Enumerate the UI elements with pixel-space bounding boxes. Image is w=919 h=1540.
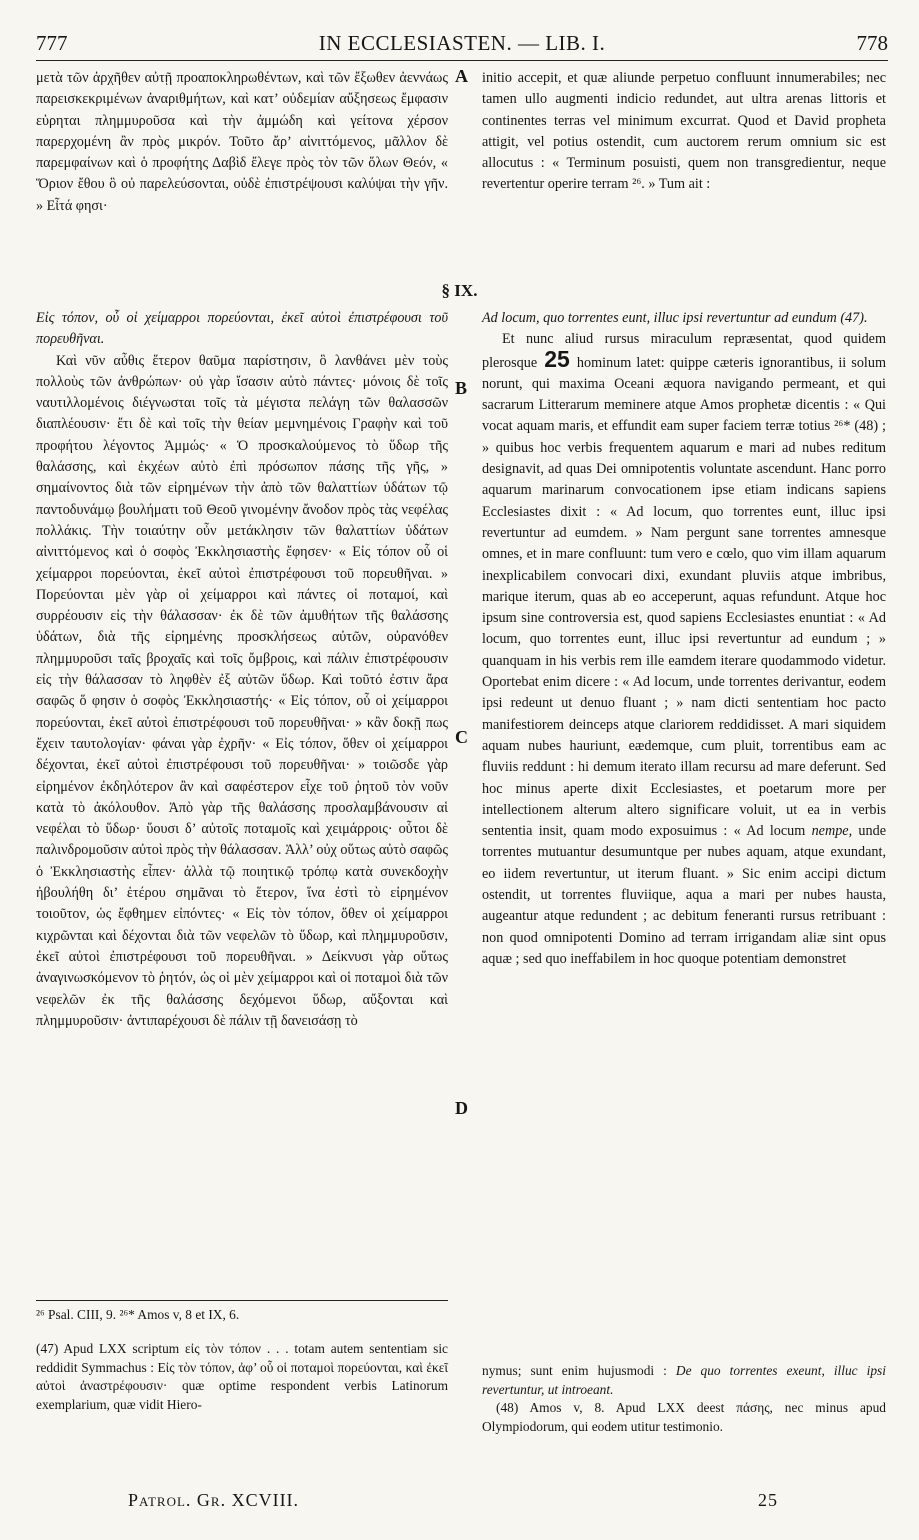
margin-letter-b: B [455, 378, 468, 398]
running-header [36, 28, 888, 58]
greek-commentary: Καὶ νῦν αὖθις ἕτερον θαῦμα παρίστησιν, ὃ λανθάνει μὲν τοὺς πολλοὺς τῶν ἀνθρώπων· οὐ γὰρ ἴσασιν αὐτὸ πάντες· μόνοις δὲ τοῖς ναυτιλλομένοις διέγνωσται τοῖς τὰ μέγιστα πελάγη τῶν θαλασσῶν διαπλέουσιν· ἔτι δὲ καὶ τοῖς τὴν θείαν μεμνημένοις Γραφὴν καὶ τοῦ προφήτου λέγοντος Ἀμμώς· « Ὁ προσκαλούμενος τὸ ὕδωρ τῆς θαλάσσης, καὶ ἐκχέων αὐτὸ ἐπὶ πρόσωπον πάσης τῆς γῆς, » σημαίνοντος διὰ τῶν εἰρημένων τὴν ἀπὸ τῶν θαλαττίων ὑδάτων τῷ παντοδυνάμῳ βουλήματι τοῦ Θεοῦ γινομένην ἄνοδον πρὸς τὰς νεφέλας πολλάκις. Τὴν τοιαύτην οὖν μετάκλησιν τῶν θαλαττίων ὑδάτων αἰνιττόμενος καὶ ὁ σοφὸς Ἐκκλησιαστὴς ἔφησεν· « Εἰς τόπον οὗ οἱ χείμαρροι πορεύονται, ἐκεῖ αὐτοὶ ἐπιστρέφουσι τοῦ πορευθῆναι. » Πορεύονται μὲν γὰρ οἱ χείμαρροι καὶ πάντες οἱ ποταμοί, καὶ συρρέουσιν εἰς τὴν θάλασσαν· ἐκ δὲ τῶν ἀμυθήτων τῆς θαλάσσης ὑδάτων, διὰ τῆς εἰρημένης προσκλήσεως αὐτῶν, οὐρανόθεν πλημμυροῦσι ταῖς βροχαῖς καὶ τοῖς ὄμβροις, καὶ πάλιν ἐπιστρέφουσιν εἰς τὴν θάλασσαν τὸ ληφθὲν ἐξ αὐτῶν ὕδωρ. Καὶ τοῦτό ἐστιν ἄρα σαφῶς ὅ φησιν ὁ σοφὸς Ἐκκλησιαστής· « Εἰς τόπον, οὗ οἱ χείμαρροι πορεύονται, ἐκεῖ αὐτοὶ ἐπιστρέφουσι τοῦ πορευθῆναι· » κἂν δοκῇ πως ἔχειν ταυτολογίαν· φάναι γὰρ ἐχρῆν· « Εἰς τόπον, ὅθεν οἱ χείμαρροι δέχονται, ἐκεῖ αὐτοὶ ἐπιστρέφουσι τοῦ πορευθῆναι· » τοιῶσδε γὰρ εἰρημένον ἐκδηλότερον ἂν καὶ σαφέστερον εἶχε τοῦ ῥητοῦ τὸν νοῦν κατὰ τὸ ἀκόλουθον. Ἀπὸ γὰρ τῆς θαλάσσης προσλαμβάνουσιν αἱ νεφέλαι τὸ ὕδωρ· ὕουσι δ’ αὐτοῖς ποταμοῖς καὶ χειμάρροις· οὗτοι δὲ παλινδρομοῦσιν αὐτοὶ πρὸς τὴν θάλασσαν. Ἀλλ’ οὐχ οὕτως αὐτὸ σαφῶς ὁ Ἐκκλησιαστὴς εἶπεν· ἀλλὰ τῷ ποιητικῷ τρόπῳ κατὰ συνεκδοχὴν ἠβουλήθη δι’ ἑτέρου σημᾶναι τὸ ἕτερον, ἵνα ἐστὶ τὸ εἰρημένον τοιοῦτον, ὡς ἔφθημεν εἰπόντες· « Εἰς τὸν τόπον, ὅθεν οἱ χείμαρροι κιχρῶνται καὶ δέχονται διὰ τῶν νεφελῶν τὸ ὕδωρ, καὶ πλημμυροῦσιν, ἐκεῖ αὐτοὶ ἐπιστρέφουσι τοῦ πορευθῆναι. » Δείκνυσι γὰρ οὕτως ἀναγινωσκόμενον τὸ ῥητόν, ὡς οἱ μὲν χείμαρροι καὶ οἱ ποταμοὶ διὰ τῶν νεφελῶν ἐκ τῆς θαλάσσης δεχόμενοι ὕδωρ, αὔξονται καὶ πλημμυροῦσιν· ἀντιπαρέχουσι δὲ πάλιν τῇ δανεισάσῃ τὸ [36, 352, 448, 1029]
header-rule [36, 60, 888, 61]
latin-commentary-middle: hominum latet: quippe cæteris ignorantibus, ii solum norunt, qui maxima Oceani æquora navigando permeant, et qui sacrarum Litterarum meminere atque Amos prophetæ dicentis : « Qui vocat aquam maris, et effundit eam super faciem terræ totius ²⁶* (48) ; » quibus hoc verbis frequentem aquarum e mari ad nubes reditum designavit, ad quas Dei omnipotentis voluntate ascendunt. Hanc porro aquarum marinarum convocationem ipse etiam indicans sapiens Ecclesiastes dixit : « Ad locum, quo torrentes eunt, illuc ipsi revertuntur ad eumdem. » Nam pergunt sane torrentes amnesque omnes, et in mare confluunt: tum vero e cœlo, quo vim illam aquarum inexplicabilem convocari dixi, exundant pluviis atque imbribus, marique iterum, quas ab eo acceperunt, aquas refundunt. Atque hoc ipsum sine controversia est, quod sapiens Ecclesiastes enuntiat : « Ad locum, quo torrentes eunt, illuc ipsi revertuntur ad eundum ; » quanquam in his verbis rem ille eamdem iterare quodammodo videtur. Oportebat enim dicere : « Ad locum, unde torrentes derivantur, eodem ipsi redeunt ut denuo fluant ; » nam dicti sententiam hoc pacto manifestiorem deinceps atque clariorem reddidisset. A mari siquidem aquam nubes hauriunt, eædemque, cum pluit, torrentibus eam ac fluviis reddunt : hi demum iterato illam recursu ad mare deferunt. Sed hoc minus aperte dixit Ecclesiastes, et poetarum more per intellectionem alterum altero significare voluit, ut ea in verbis sententia insit, quam modo exposuimus : « Ad locum [482, 354, 886, 840]
margin-letter-c: C [455, 727, 468, 747]
footnote-rule [36, 1300, 448, 1301]
running-title: IN ECCLESIASTEN. — LIB. I. [318, 31, 606, 55]
series-footer: Patrol. Gr. XCVIII. [128, 1490, 300, 1510]
page-number-right: 778 [856, 31, 888, 55]
latin-nempe: nempe, [811, 823, 853, 840]
latin-intro-block [482, 68, 886, 280]
greek-intro-text: μετὰ τῶν ἀρχῆθεν αὐτῇ προαποκληρωθέντων, καὶ τῶν ἔξωθεν ἀεννάως παρεισκεκριμένων ἀναριθμήτων, καὶ κατ’ οὐδεμίαν αὔξησεως ἔμφασιν εὑρηται πλημμυροῦσα καὶ τὴν ἀμμώδη καὶ γείτονα χέρσον παρερχομένη ἂν πρὸς μικρόν. Τοῦτο ἄρ’ αἰνιττόμενος, μᾶλλον δὲ παρεμφαίνων καὶ ὁ προφήτης Δαβὶδ ἔλεγε πρὸς τὸν τῶν ὅλων Θεόν, « Ὅριον ἔθου ὃ οὐ παρελεύσονται, οὐδὲ ἐπιστρέψουσι καλύψαι τὴν γῆν. » Εἶτά φησι· [36, 70, 448, 214]
section-heading: § IX. [441, 281, 478, 300]
note-47-continued: nymus; sunt enim hujusmodi : [482, 1363, 667, 1378]
note-47: (47) Apud LXX scriptum εἰς τὸν τόπον . . . totam autem sententiam sic reddidit Symmachus : Εἰς τὸν τόπον, ἀφ’ οὗ οἱ ποταμοὶ πορεύονται, καὶ ἐκεῖ αὐτοὶ ἀναστρέφουσιν· quæ optime respondent verbis Latinorum exemplarium, quæ vidit Hiero- [36, 1341, 448, 1412]
latin-intro-text: initio accepit, et quæ aliunde perpetuo confluunt innumerabiles; nec tamen ullo augmenti indicio redundet, aut ultra arenas littoris et continentes terras vel minimum excurrat. Quod et David propheta attigit, vel potius ostendit, cum auctorem rerum omnium sic est allocutus : « Terminum posuisti, quem non transgredientur, neque revertentur operire terram ²⁶. » Tum ait : [482, 70, 886, 193]
latin-commentary-end: unde torrentes mutuantur desumuntque per nubes aquam, atque exundant, eo iidem revertuntur, ut iterum fluant. » Sic enim accipi dictum ostendit, ut torrentes fluviique, aqua a mari per nubes hausta, augeantur atque redundent ; ac debitum feneranti rursus retribuant : non quod omnipotenti Domino ad terram irrigandam aliæ sint opus aquæ ; sed quo ineffabilem in hoc quoque potentiam demonstret [482, 823, 887, 967]
notes-right [482, 1362, 886, 1482]
page-number-left: 777 [36, 31, 68, 55]
latin-commentary-start: Et nunc aliud rursus miraculum repræsentat, quod quidem plerosque [482, 331, 886, 371]
margin-letter-a: A [455, 66, 468, 86]
scripture-refs: ²⁶ Psal. CIII, 9. ²⁶* Amos v, 8 et IX, 6. [36, 1307, 240, 1322]
note-47-quote: De quo torrentes exeunt, illuc ipsi revertuntur, ut introeant. [482, 1363, 886, 1397]
column-number: 25 [544, 345, 570, 372]
greek-lemma: Εἰς τόπον, οὗ οἱ χείμαρροι πορεύονται, ἐκεῖ αὐτοὶ ἐπιστρέφουσι τοῦ πορευθῆναι. [36, 310, 448, 348]
greek-intro-block [36, 68, 448, 280]
latin-lemma: Ad locum, quo torrentes eunt, illuc ipsi revertuntur ad eundum (47). [482, 310, 868, 326]
signature-mark: 25 [758, 1490, 778, 1510]
margin-letter-d: D [455, 1098, 468, 1118]
note-48: (48) Amos v, 8. Apud LXX deest πάσης, nec minus apud Olympiodorum, qui eodem utitur testimonio. [482, 1400, 886, 1434]
greek-main-block [36, 308, 448, 1188]
latin-main-block [482, 308, 886, 1288]
